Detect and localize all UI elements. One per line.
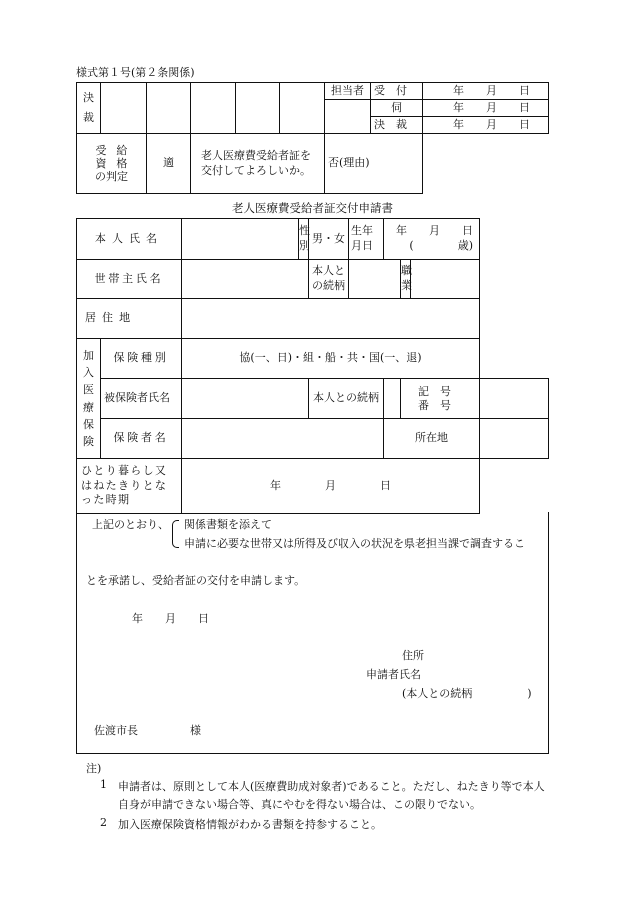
tanto-stamp-box[interactable] xyxy=(325,100,371,134)
step-date[interactable]: 年 月 日 xyxy=(423,83,549,100)
notes-heading: 注) xyxy=(86,762,102,775)
insurer-value[interactable] xyxy=(182,419,384,459)
relation-self-value[interactable] xyxy=(349,260,401,299)
mayor-label: 佐渡市長 xyxy=(94,724,138,737)
insurance-group-text: 加入医療保険 xyxy=(83,349,94,448)
approval-label-cell xyxy=(77,83,101,134)
note-text: 申請者は、原則として本人(医療費助成対象者)であること。ただし、ねたきり等で本人自身が申請できない場合等、真にやむを得ない場合は、この限りでない。 xyxy=(118,780,545,811)
insurer-label: 保険者名 xyxy=(101,419,182,459)
stamp-box-5[interactable] xyxy=(280,83,325,134)
birth-value: 年 月 日 xyxy=(396,224,473,238)
insurance-type-label: 保険種別 xyxy=(101,339,182,379)
judgement-label-cell xyxy=(77,134,147,194)
judgement-label-1: 受給 xyxy=(95,143,138,157)
relation-value[interactable] xyxy=(384,379,401,419)
number-label: 番号 xyxy=(418,398,462,412)
applicant-relation[interactable]: (本人との続柄 ) xyxy=(402,687,532,700)
address-value[interactable] xyxy=(182,299,480,339)
step-label: 決 裁 xyxy=(371,117,423,134)
sex-label: 性別 xyxy=(299,219,309,260)
insurer-location-value[interactable] xyxy=(480,419,549,459)
stamp-box-4[interactable] xyxy=(236,83,280,134)
household-head-label: 世帯主氏名 xyxy=(77,260,182,299)
mayor-honorific: 様 xyxy=(190,724,201,737)
insured-name-value[interactable] xyxy=(182,379,309,419)
insurance-type-value[interactable]: 協(一、日)・組・船・共・国(一、退) xyxy=(182,339,480,379)
declaration-continuation: とを承諾し、受給者証の交付を申請します。 xyxy=(86,574,306,587)
judgement-label-2: 資格 xyxy=(95,156,138,170)
birth-label: 生年月日 xyxy=(349,219,384,260)
note-number: 2 xyxy=(100,816,107,829)
stamp-box-2[interactable] xyxy=(147,83,191,134)
form-number: 様式第１号(第２条関係) xyxy=(76,66,195,79)
name-label: 本人氏名 xyxy=(77,219,182,260)
address-label-sign: 住所 xyxy=(402,649,424,662)
step-label: 伺 xyxy=(371,100,423,117)
living-alone-label: ひとり暮らし又はねたきりとなった時期 xyxy=(77,459,182,514)
declaration-lead: 上記のとおり、 xyxy=(92,518,169,531)
relation-label: 本人との続柄 xyxy=(309,379,384,419)
ok-label[interactable]: 適 xyxy=(147,134,191,194)
ok-text: 老人医療費受給者証を交付してよろしいか。 xyxy=(191,134,325,194)
stamp-box-3[interactable] xyxy=(191,83,236,134)
declaration-option-1[interactable]: 関係書類を添えて xyxy=(184,518,272,531)
judgement-label-3: の判定 xyxy=(95,170,128,184)
application-table xyxy=(76,218,549,514)
symbol-number-label xyxy=(401,379,480,419)
step-date[interactable]: 年 月 日 xyxy=(423,100,549,117)
insurance-group-label xyxy=(77,339,101,459)
no-label[interactable]: 否(理由) xyxy=(325,134,423,194)
household-head-value[interactable] xyxy=(182,260,309,299)
occupation-value[interactable] xyxy=(411,260,480,299)
declaration-date[interactable]: 年 月 日 xyxy=(132,612,209,625)
declaration-option-2[interactable]: 申請に必要な世帯又は所得及び収入の状況を県老担当課で調査するこ xyxy=(184,537,525,550)
living-alone-value[interactable]: 年 月 日 xyxy=(182,459,480,514)
note-number: 1 xyxy=(100,778,107,791)
stamp-box-1[interactable] xyxy=(101,83,147,134)
symbol-number-value[interactable] xyxy=(480,379,549,419)
symbol-label: 記号 xyxy=(418,385,462,399)
applicant-label: 申請者氏名 xyxy=(366,668,421,681)
declaration-brace xyxy=(172,520,179,548)
insured-name-label: 被保険者氏名 xyxy=(101,379,182,419)
relation-self-label: 本人との続柄 xyxy=(309,260,349,299)
name-value[interactable] xyxy=(182,219,299,260)
age-value: ( 歳) xyxy=(409,239,473,252)
insurer-location-label: 所在地 xyxy=(384,419,480,459)
form-title: 老人医療費受給者証交付申請書 xyxy=(232,201,393,215)
tanto-label: 担当者 xyxy=(325,83,371,100)
address-label: 居住地 xyxy=(77,299,182,339)
approval-label: 決裁 xyxy=(83,91,94,124)
step-date[interactable]: 年 月 日 xyxy=(423,117,549,134)
approval-table xyxy=(76,82,549,194)
step-label: 受 付 xyxy=(371,83,423,100)
occupation-label: 職業 xyxy=(401,260,411,299)
birth-value-cell[interactable] xyxy=(384,219,480,260)
note-text: 加入医療保険資格情報がわかる書類を持参すること。 xyxy=(118,818,382,831)
sex-options[interactable]: 男・女 xyxy=(309,219,349,260)
